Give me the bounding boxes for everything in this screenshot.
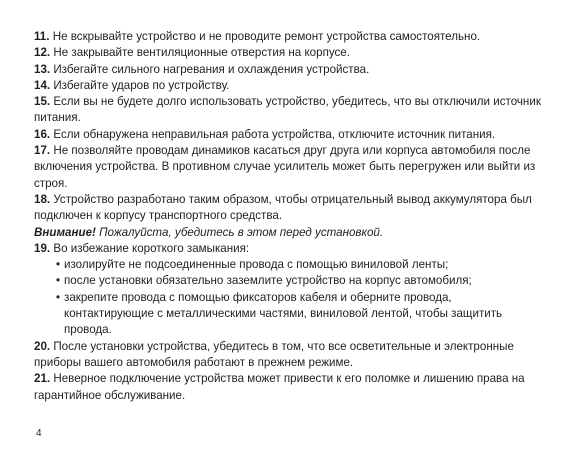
item-number: 18.: [34, 192, 51, 206]
item-11: [34, 29, 544, 45]
item-text: Не вскрывайте устройство и не проводите ремонт устройства самостоятельно.: [49, 30, 481, 43]
item-text: Избегайте сильного нагревания и охлаждения устройства.: [50, 62, 370, 76]
item-text: Не закрывайте вентиляционные отверстия на корпусе.: [50, 46, 350, 60]
item-number: 16.: [34, 127, 51, 141]
item-text: Избегайте ударов по устройству.: [50, 78, 230, 92]
warning-label: Внимание!: [34, 225, 96, 239]
item-13: [34, 62, 544, 78]
item-number: 11.: [34, 30, 50, 43]
bullet-item: • закрепите провода с помощью фиксаторов кабеля и оберните провода, контактирующие с металлическими частями, виниловой лентой, чтобы защитить провода.: [56, 290, 544, 339]
item-text: Если вы не будете долго использовать устройство, убедитесь, что вы отключили источник питания.: [34, 95, 541, 125]
item-number: 12.: [34, 46, 51, 60]
bullet-item: • после установки обязательно заземлите устройство на корпус автомобиля;: [56, 273, 544, 289]
item-text: Устройство разработано таким образом, чтобы отрицательный вывод аккумулятора был подключен к корпусу транспортного средства.: [34, 192, 532, 223]
short-circuit-bullet-list: [34, 257, 544, 338]
item-number: 20.: [34, 339, 51, 353]
item-text: После установки устройства, убедитесь в том, что все осветительные и электронные приборы вашего автомобиля работают в прежнем режиме.: [34, 339, 514, 369]
bullet-item: • изолируйте не подсоединенные провода с помощью виниловой ленты;: [56, 257, 544, 273]
item-number: 15.: [34, 95, 51, 109]
item-21: [34, 371, 544, 404]
item-text: Если обнаружена неправильная работа устройства, отключите источник питания.: [50, 127, 496, 141]
item-number: 13.: [34, 62, 51, 76]
item-20: [34, 339, 544, 372]
item-number: 21.: [34, 372, 51, 386]
item-16: [34, 127, 544, 143]
item-19: [34, 241, 544, 257]
item-number: 14.: [34, 78, 51, 92]
item-15: [34, 94, 544, 127]
item-12: [34, 45, 544, 61]
item-17: [34, 143, 544, 192]
item-number: 19.: [34, 241, 51, 255]
item-18: [34, 192, 544, 225]
item-text: Во избежание короткого замыкания:: [50, 241, 250, 255]
page-number: 4: [36, 428, 42, 439]
warning-note: [34, 225, 544, 241]
item-text: Не позволяйте проводам динамиков касаться друг друга или корпуса автомобиля после включения устройства. В противном случае усилитель может быть перегружен или выйти из строя.: [34, 144, 536, 190]
item-text: Неверное подключение устройства может привести к его поломке и лишению права на гарантийное обслуживание.: [34, 372, 525, 402]
warning-text: Пожалуйста, убедитесь в этом перед установкой.: [95, 225, 384, 239]
item-14: [34, 78, 544, 94]
item-number: 17.: [34, 144, 51, 158]
manual-page-content: [34, 29, 544, 404]
